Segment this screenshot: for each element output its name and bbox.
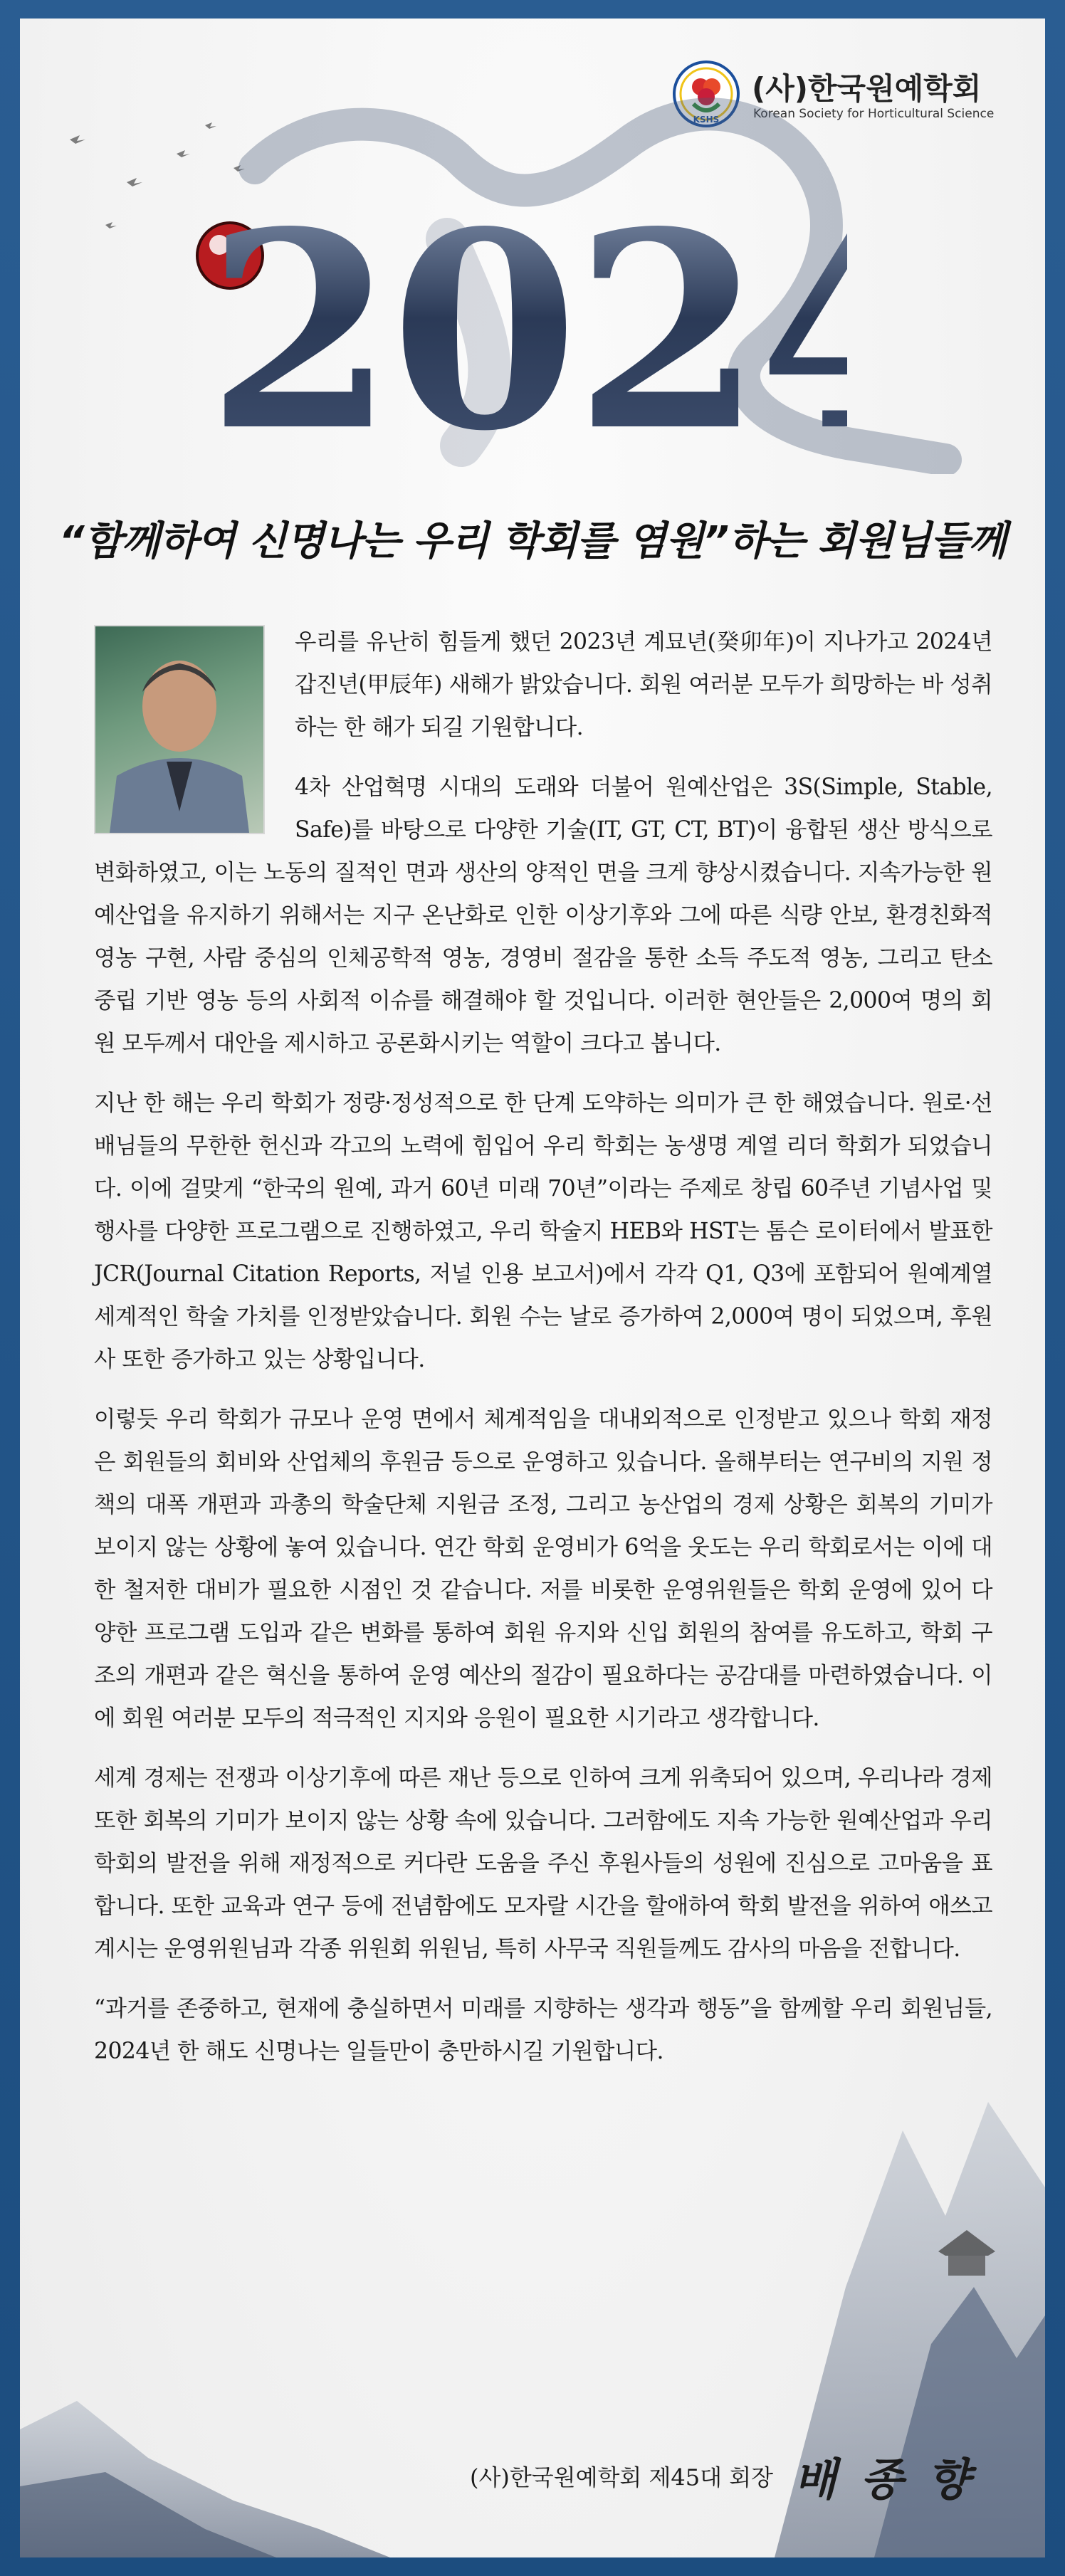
paragraph-1: 우리를 유난히 힘들게 했던 2023년 계묘년(癸卯年)이 지나가고 2024년 갑진년(甲辰年) 새해가 밝았습니다. 회원 여러분 모두가 희망하는 바 성취하는 한 해가 되길 기원합니다. bbox=[295, 629, 992, 740]
kshs-badge-text: KSHS bbox=[693, 115, 720, 125]
year-title: 2024 bbox=[206, 172, 943, 490]
signature-name: 배 종 향 bbox=[794, 2454, 974, 2506]
paragraph-3: 지난 한 해는 우리 학회가 정량·정성적으로 한 단계 도약하는 의미가 큰 한 해였습니다. 원로·선배님들의 무한한 헌신과 각고의 노력에 힘입어 우리 학회는 농생명 계열 리더 학회가 되었습니다. 이에 걸맞게 “한국의 원예, 과거 60년 미래 70년”이라는 주제로 창립 60주년 기념사업 및 행사를 다양한 프로그램으로 진행하였고, 우리 학술지 HEB와 HST는 톰슨 로이터에서 발표한 JCR(Journal Citation Reports, 저널 인용 보고서)에서 각각 Q1, Q3에 포함되어 원예계열 세계적인 학술 가치를 인정받았습니다. 회원 수는 날로 증가하여 2,000여 명이 되었으며, 후원사 또한 증가하고 있는 상황입니다. bbox=[94, 1090, 992, 1372]
society-english-name: Korean Society for Horticultural Science bbox=[753, 107, 995, 121]
paragraph-6: “과거를 존중하고, 현재에 충실하면서 미래를 지향하는 생각과 행동”을 함께할 우리 회원님들, 2024년 한 해도 신명나는 일들만이 충만하시길 기원합니다. bbox=[94, 1996, 992, 2064]
letter-sheet bbox=[20, 19, 1045, 2557]
letter-headline: “함께하여 신명나는 우리 학회를 염원”하는 회원님들께 bbox=[58, 518, 1007, 564]
society-name: (사)한국원예학회 bbox=[752, 71, 982, 106]
paragraph-5: 세계 경제는 전쟁과 이상기후에 따른 재난 등으로 인하여 크게 위축되어 있으며, 우리나라 경제 또한 회복의 기미가 보이지 않는 상황 속에 있습니다. 그러함에도 지속 가능한 원예산업과 우리 학회의 발전을 위해 재정적으로 커다란 도움을 주신 후원사들의 성원에 진심으로 고마움을 표합니다. 또한 교육과 연구 등에 전념함에도 모자랄 시간을 할애하여 학회 발전을 위하여 애쓰고 계시는 운영위원님과 각종 위원회 위원님, 특히 사무국 직원들께도 감사의 마음을 전합니다. bbox=[94, 1765, 992, 1962]
signature-title: (사)한국원예학회 제45대 회장 bbox=[469, 2464, 774, 2491]
paragraph-2: 4차 산업혁명 시대의 도래와 더불어 원예산업은 3S(Simple, Stable, Safe)를 바탕으로 다양한 기술(IT, GT, CT, BT)이 융합된 생산 방식으로 변화하였고, 이는 노동의 질적인 면과 생산의 양적인 면을 크게 향상시켰습니다. 지속가능한 원예산업을 유지하기 위해서는 지구 온난화로 인한 이상기후와 그에 따른 식량 안보, 환경친화적 영농 구현, 사람 중심의 인체공학적 영농, 경영비 절감을 통한 소득 주도적 영농, 그리고 탄소 중립 기반 영농 등의 사회적 이슈를 해결해야 할 것입니다. 이러한 현안들은 2,000여 명의 회원 모두께서 대안을 제시하고 공론화시키는 역할이 크다고 봅니다. bbox=[94, 774, 992, 1056]
new-year-illustration bbox=[20, 75, 1045, 490]
letter-body bbox=[94, 621, 992, 2090]
signature-block bbox=[470, 2444, 974, 2508]
photo-spacer bbox=[94, 621, 295, 847]
paragraph-4: 이렇듯 우리 학회가 규모나 운영 면에서 체계적임을 대내외적으로 인정받고 있으나 학회 재정은 회원들의 회비와 산업체의 후원금 등으로 운영하고 있습니다. 올해부터는 연구비의 지원 정책의 대폭 개편과 과총의 학술단체 지원금 조정, 그리고 농산업의 경제 상황은 회복의 기미가 보이지 않는 상황에 놓여 있습니다. 연간 학회 운영비가 6억을 웃도는 우리 학회로서는 이에 대한 철저한 대비가 필요한 시점인 것 같습니다. 저를 비롯한 운영위원들은 학회 운영에 있어 다양한 프로그램 도입과 같은 변화를 통하여 회원 유지와 신입 회원의 참여를 유도하고, 학회 구조의 개편과 같은 혁신을 통하여 운영 예산의 절감이 필요하다는 공감대를 마련하였습니다. 이에 회원 여러분 모두의 적극적인 지지와 응원이 필요한 시기라고 생각합니다. bbox=[94, 1407, 992, 1731]
